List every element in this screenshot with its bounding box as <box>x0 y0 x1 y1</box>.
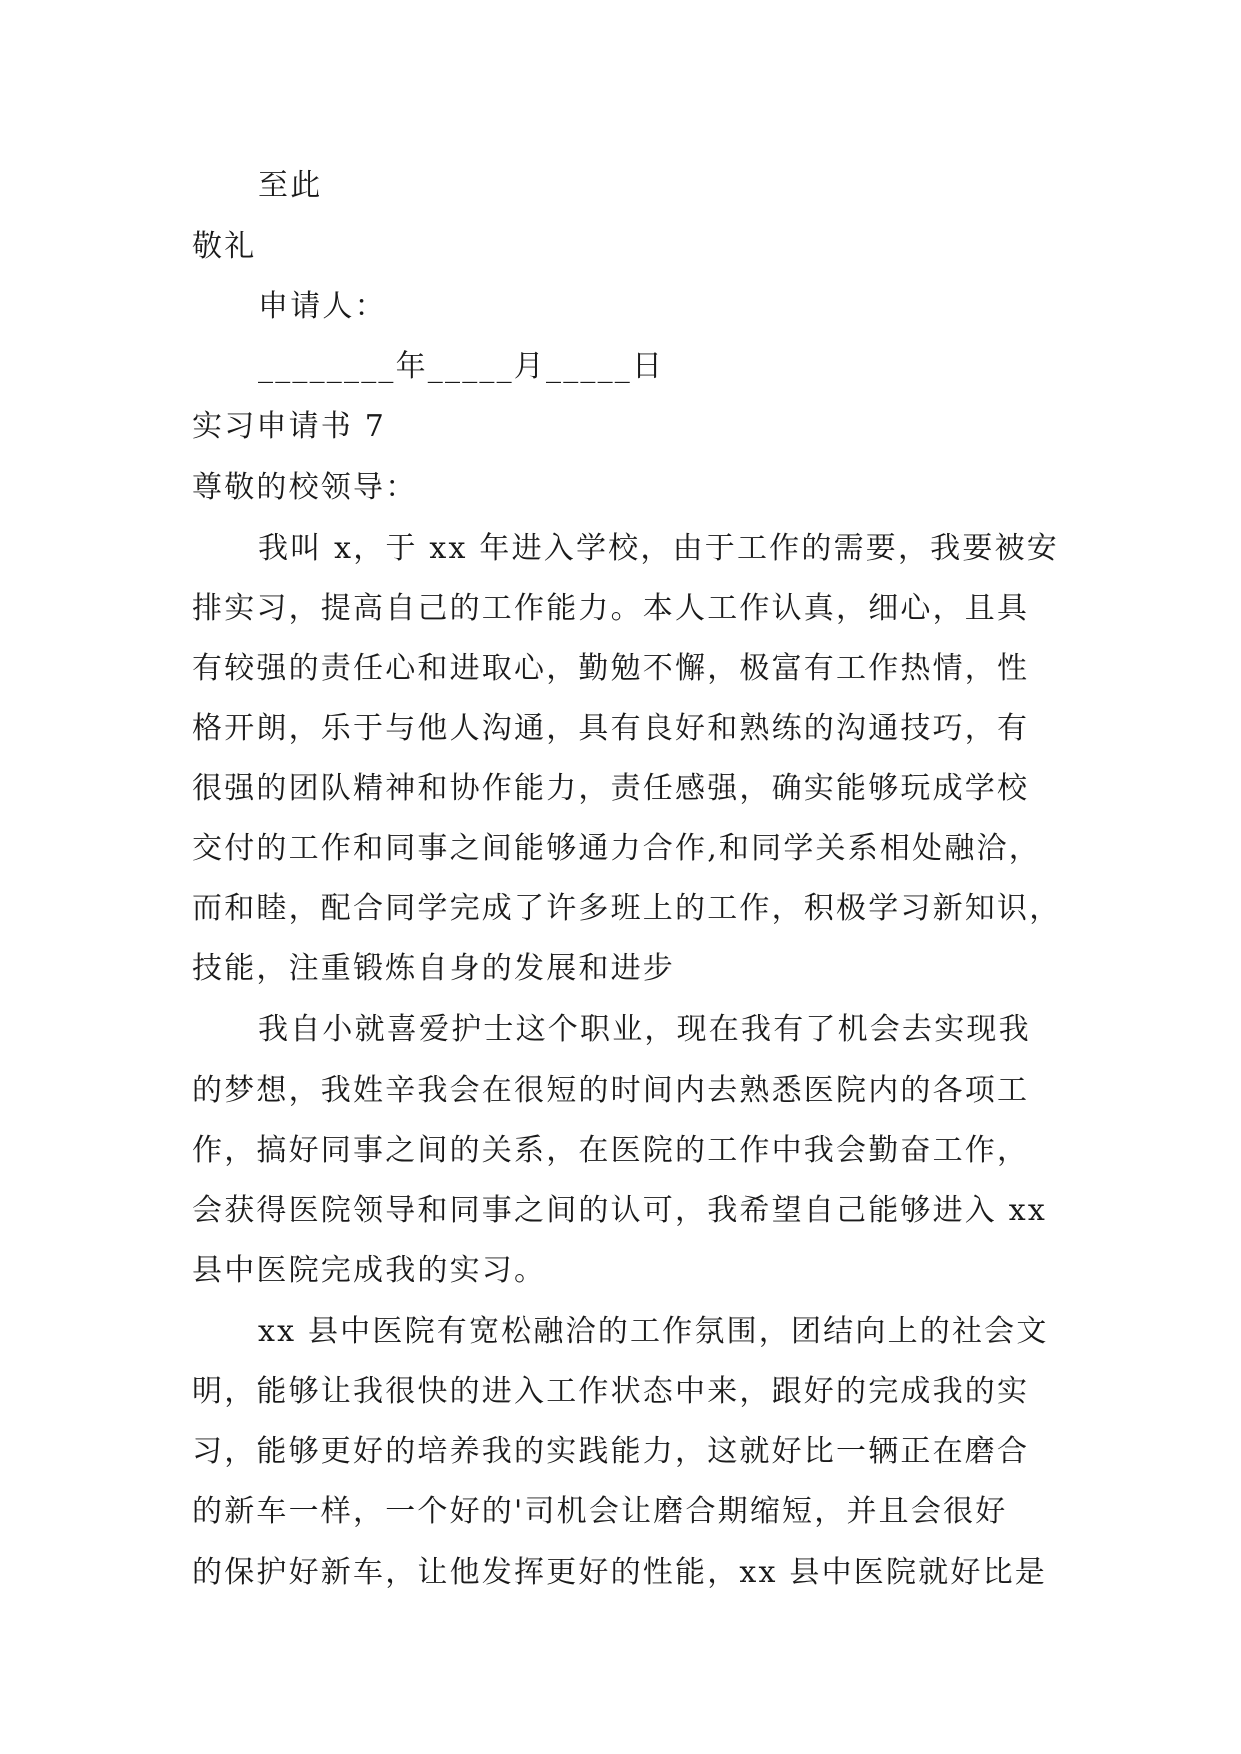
section-title: 实习申请书 7 <box>192 409 387 444</box>
applicant-label: 申请人： <box>258 289 387 324</box>
paragraph-2-line-4: 会获得医院领导和同事之间的认可，我希望自己能够进入 xx <box>192 1193 1047 1228</box>
paragraph-1-line-1: 我叫 x，于 xx 年进入学校，由于工作的需要，我要被安 <box>258 531 1059 566</box>
salutation: 敬礼 <box>192 229 257 264</box>
paragraph-3-line-2: 明，能够让我很快的进入工作状态中来，跟好的完成我的实 <box>192 1374 1030 1409</box>
paragraph-3-line-5: 的保护好新车，让他发挥更好的性能，xx 县中医院就好比是 <box>192 1555 1047 1590</box>
paragraph-3-line-4: 的新车一样，一个好的'司机会让磨合期缩短，并且会很好 <box>192 1494 1008 1529</box>
paragraph-1-line-5: 很强的团队精神和协作能力，责任感强，确实能够玩成学校 <box>192 771 1030 806</box>
paragraph-2-line-1: 我自小就喜爱护士这个职业，现在我有了机会去实现我 <box>258 1012 1031 1047</box>
closing-line: 至此 <box>258 168 323 203</box>
paragraph-1-line-3: 有较强的责任心和进取心，勤勉不懈，极富有工作热情，性 <box>192 651 1030 686</box>
paragraph-1-line-8: 技能，注重锻炼自身的发展和进步 <box>192 951 675 986</box>
paragraph-1-line-7: 而和睦，配合同学完成了许多班上的工作，积极学习新知识， <box>192 891 1062 926</box>
paragraph-1-line-6: 交付的工作和同事之间能够通力合作,和同学关系相处融洽， <box>192 831 1041 866</box>
paragraph-2-line-3: 作，搞好同事之间的关系，在医院的工作中我会勤奋工作， <box>192 1133 1030 1168</box>
paragraph-2-line-5: 县中医院完成我的实习。 <box>192 1253 547 1288</box>
greeting: 尊敬的校领导： <box>192 470 418 505</box>
paragraph-3-line-1: xx 县中医院有宽松融洽的工作氛围，团结向上的社会文 <box>258 1314 1049 1349</box>
paragraph-3-line-3: 习，能够更好的培养我的实践能力，这就好比一辆正在磨合 <box>192 1434 1030 1469</box>
paragraph-1-line-4: 格开朗，乐于与他人沟通，具有良好和熟练的沟通技巧，有 <box>192 711 1030 746</box>
paragraph-1-line-2: 排实习，提高自己的工作能力。本人工作认真，细心，且具 <box>192 591 1030 626</box>
paragraph-2-line-2: 的梦想，我姓辛我会在很短的时间内去熟悉医院内的各项工 <box>192 1073 1030 1108</box>
date-line: ________年_____月_____日 <box>258 349 665 384</box>
